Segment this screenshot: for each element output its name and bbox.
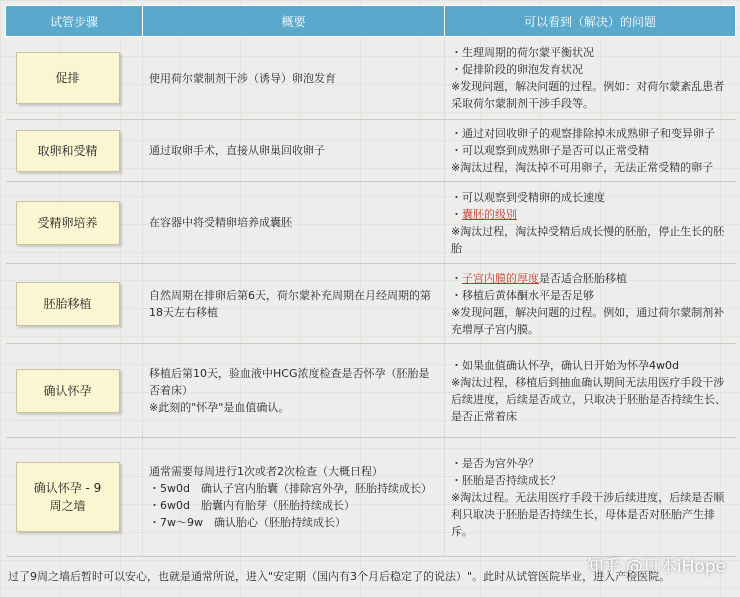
header-summary: 概要 xyxy=(143,6,445,37)
issues-cell: ・生理周期的荷尔蒙平衡状况 ・促排阶段的卵泡发育状况 ※发现问题，解决问题的过程。例如：对荷尔蒙紊乱患者采取荷尔蒙制剂干涉手段等。 xyxy=(445,37,736,120)
table-row xyxy=(6,182,736,264)
summary-cell: 在容器中将受精卵培养成囊胚 xyxy=(143,182,445,264)
highlight-term: 囊胚的级别 xyxy=(462,207,517,221)
issues-cell: ・是否为宫外孕？ ・胚胎是否持续成长？ ※淘汰过程。无法用医疗手段干涉后续进度，后续是否顺利只取决于胚胎是否持续生长，母体是否对胚胎产生排斥。 xyxy=(445,438,736,557)
step-label: 取卵和受精 xyxy=(16,130,120,172)
footer-note: 过了9周之墙后暂时可以安心，也就是通常所说，进入"安定期（国内有3个月后稳定了的说法）"。此时从试管医院毕业，进入产检医院。 xyxy=(8,570,671,583)
table-row xyxy=(6,37,736,120)
header-step: 试管步骤 xyxy=(6,6,143,37)
ivf-steps-table xyxy=(5,5,736,557)
issues-cell: ・如果血值确认怀孕，确认日开始为怀孕4w0d ※淘汰过程，移植后到抽血确认期间无法用医疗手段干涉后续进度，后续是否成立，只取决于胚胎是否持续生长、是否正常着床 xyxy=(445,344,736,438)
issues-cell: ・子宫内膜的厚度是否适合胚胎移植 ・移植后黄体酮水平是否足够 ※发现问题，解决问题的过程。例如，通过荷尔蒙制剂补充增厚子宫内膜。 xyxy=(445,264,736,344)
table-row xyxy=(6,344,736,438)
summary-cell: 通常需要每周进行1次或者2次检查（大概日程） ・5w0d 确认子宫内胎囊（排除宫外孕，胚胎持续成长） ・6w0d 胎囊内有胎芽（胚胎持续成长） ・7w～9w 确认胎心（胚胎持续成长） xyxy=(143,438,445,557)
step-label: 促排 xyxy=(16,52,120,104)
summary-cell: 移植后第10天，验血液中HCG浓度检查是否怀孕（胚胎是否着床） ※此刻的"怀孕"是血值确认。 xyxy=(143,344,445,438)
issues-cell: ・通过对回收卵子的观察排除掉未成熟卵子和变异卵子 ・可以观察到成熟卵子是否可以正常受精 ※淘汰过程，淘汰掉不可用卵子，无法正常受精的卵子 xyxy=(445,120,736,182)
step-label: 受精卵培养 xyxy=(16,201,120,245)
table-row xyxy=(6,438,736,557)
table-row xyxy=(6,120,736,182)
step-label: 确认怀孕 - 9 周之墙 xyxy=(16,462,120,532)
step-label: 胚胎移植 xyxy=(16,282,120,326)
header-issues: 可以看到（解决）的问题 xyxy=(445,6,736,37)
table-header-row xyxy=(6,6,736,37)
summary-cell: 自然周期在排卵后第6天，荷尔蒙补充周期在月经周期的第18天左右移植 xyxy=(143,264,445,344)
summary-cell: 通过取卵手术，直接从卵巢回收卵子 xyxy=(143,120,445,182)
step-label: 确认怀孕 xyxy=(16,369,120,413)
watermark: 知乎 @日本iHope xyxy=(586,557,726,577)
table-row xyxy=(6,264,736,344)
summary-cell: 使用荷尔蒙制剂干涉（诱导）卵泡发育 xyxy=(143,37,445,120)
highlight-term: 子宫内膜的厚度 xyxy=(462,271,539,285)
issues-cell: ・可以观察到受精卵的成长速度 ・囊胚的级别 ※淘汰过程，淘汰掉受精后成长慢的胚胎，停止生长的胚胎 xyxy=(445,182,736,264)
